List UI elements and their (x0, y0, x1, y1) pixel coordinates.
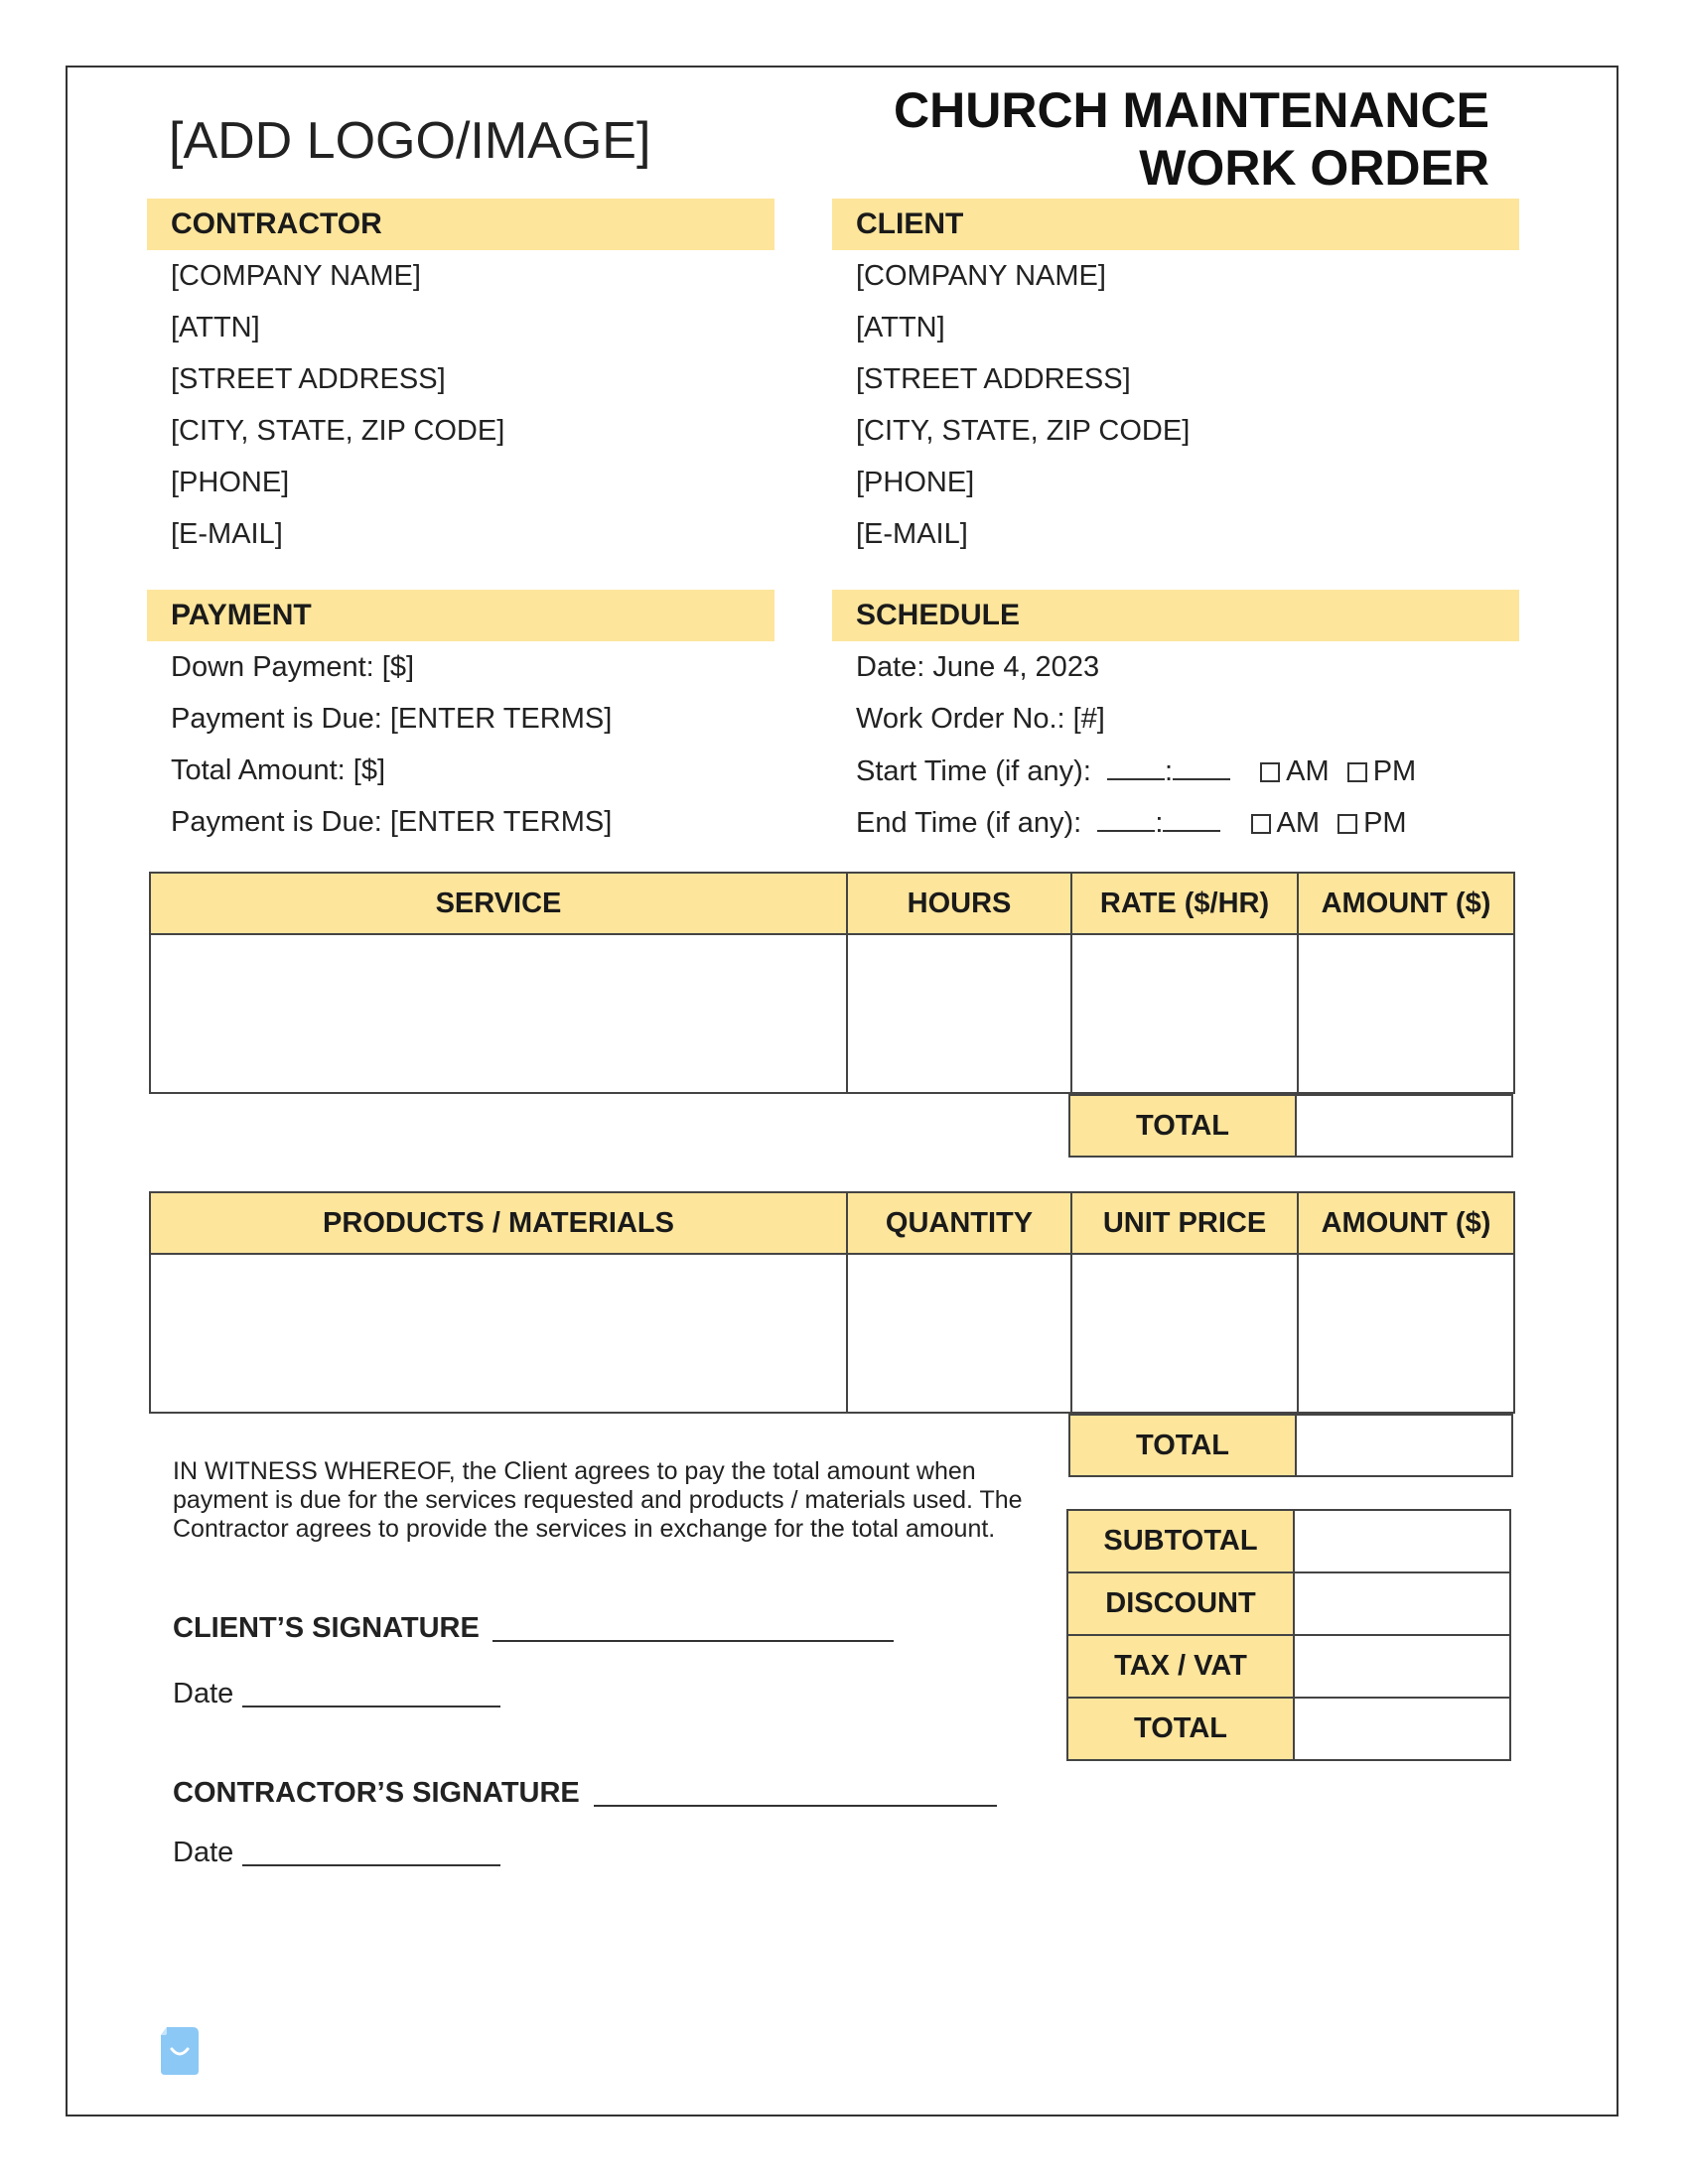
client-city[interactable]: [CITY, STATE, ZIP CODE] (856, 415, 1191, 447)
client-date-label: Date (173, 1678, 234, 1709)
services-table (149, 872, 1515, 1094)
client-phone[interactable]: [PHONE] (856, 467, 975, 498)
payment-total-amount[interactable]: Total Amount: [$] (171, 754, 386, 786)
summary-total-label: TOTAL (1067, 1698, 1294, 1760)
contractor-date-label: Date (173, 1837, 234, 1868)
contractor-city[interactable]: [CITY, STATE, ZIP CODE] (171, 415, 505, 447)
payment-down[interactable]: Down Payment: [$] (171, 651, 414, 683)
logo-placeholder[interactable]: [ADD LOGO/IMAGE] (169, 112, 651, 170)
services-cell-hours[interactable] (847, 934, 1071, 1093)
document-brand-icon (159, 2025, 201, 2077)
start-hour-field[interactable] (1107, 752, 1165, 780)
services-cell-rate[interactable] (1071, 934, 1298, 1093)
services-total-value[interactable] (1295, 1094, 1513, 1158)
materials-total-label: TOTAL (1068, 1414, 1297, 1477)
client-signature-line[interactable] (492, 1640, 894, 1642)
start-pm-checkbox[interactable] (1347, 762, 1367, 782)
payment-due-2[interactable]: Payment is Due: [ENTER TERMS] (171, 806, 613, 838)
start-minute-field[interactable] (1173, 752, 1230, 780)
contractor-email[interactable]: [E-MAIL] (171, 518, 283, 550)
document-title (834, 81, 1489, 197)
client-company[interactable]: [COMPANY NAME] (856, 260, 1106, 292)
client-signature-label: CLIENT’S SIGNATURE (173, 1612, 480, 1644)
client-attn[interactable]: [ATTN] (856, 312, 945, 343)
services-cell-service[interactable] (150, 934, 847, 1093)
contractor-street[interactable]: [STREET ADDRESS] (171, 363, 446, 395)
contractor-signature-label: CONTRACTOR’S SIGNATURE (173, 1777, 580, 1809)
witness-statement: IN WITNESS WHEREOF, the Client agrees to pay the total amount when payment is due for the services requested and products / materials used. The Contractor agrees to provide the services in exchange for the total amount. (173, 1457, 1023, 1543)
end-am-checkbox[interactable] (1251, 814, 1271, 834)
materials-header-amount: AMOUNT ($) (1298, 1192, 1514, 1254)
contractor-heading: CONTRACTOR (147, 199, 774, 250)
summary-tax-label: TAX / VAT (1067, 1635, 1294, 1698)
client-heading: CLIENT (832, 199, 1519, 250)
client-email[interactable]: [E-MAIL] (856, 518, 968, 550)
start-time-label: Start Time (if any): (856, 755, 1091, 787)
services-total-label: TOTAL (1068, 1094, 1297, 1158)
summary-discount-value[interactable] (1294, 1572, 1510, 1635)
start-time-row (856, 752, 1416, 789)
materials-header-quantity: QUANTITY (847, 1192, 1071, 1254)
end-minute-field[interactable] (1163, 804, 1220, 832)
client-street[interactable]: [STREET ADDRESS] (856, 363, 1131, 395)
summary-table (1066, 1509, 1511, 1761)
contractor-company[interactable]: [COMPANY NAME] (171, 260, 421, 292)
start-am-checkbox[interactable] (1260, 762, 1280, 782)
start-am-label: AM (1286, 755, 1330, 787)
contractor-signature-line[interactable] (594, 1805, 997, 1807)
end-pm-checkbox[interactable] (1337, 814, 1357, 834)
materials-header-product: PRODUCTS / MATERIALS (150, 1192, 847, 1254)
materials-cell-unit-price[interactable] (1071, 1254, 1298, 1413)
materials-total-value[interactable] (1295, 1414, 1513, 1477)
client-date-line[interactable] (242, 1706, 500, 1707)
schedule-date[interactable]: Date: June 4, 2023 (856, 651, 1100, 683)
services-header-amount: AMOUNT ($) (1298, 873, 1514, 934)
services-header-hours: HOURS (847, 873, 1071, 934)
end-time-row (856, 804, 1407, 841)
materials-cell-product[interactable] (150, 1254, 847, 1413)
end-time-label: End Time (if any): (856, 807, 1082, 839)
schedule-work-order-no[interactable]: Work Order No.: [#] (856, 703, 1105, 735)
end-time-colon: : (1155, 807, 1164, 839)
end-pm-label: PM (1363, 807, 1407, 839)
services-cell-amount[interactable] (1298, 934, 1514, 1093)
schedule-heading: SCHEDULE (832, 590, 1519, 641)
summary-subtotal-label: SUBTOTAL (1067, 1510, 1294, 1572)
services-header-rate: RATE ($/HR) (1071, 873, 1298, 934)
summary-subtotal-value[interactable] (1294, 1510, 1510, 1572)
payment-due-1[interactable]: Payment is Due: [ENTER TERMS] (171, 703, 613, 735)
summary-total-value[interactable] (1294, 1698, 1510, 1760)
start-time-colon: : (1164, 755, 1174, 787)
title-line-2: WORK ORDER (1139, 140, 1489, 196)
materials-table (149, 1191, 1515, 1414)
materials-cell-quantity[interactable] (847, 1254, 1071, 1413)
end-am-label: AM (1276, 807, 1320, 839)
contractor-date-line[interactable] (242, 1864, 500, 1866)
materials-header-unit-price: UNIT PRICE (1071, 1192, 1298, 1254)
contractor-attn[interactable]: [ATTN] (171, 312, 260, 343)
start-pm-label: PM (1372, 755, 1417, 787)
services-header-service: SERVICE (150, 873, 847, 934)
contractor-phone[interactable]: [PHONE] (171, 467, 290, 498)
title-line-1: CHURCH MAINTENANCE (894, 82, 1489, 138)
summary-discount-label: DISCOUNT (1067, 1572, 1294, 1635)
summary-tax-value[interactable] (1294, 1635, 1510, 1698)
end-hour-field[interactable] (1097, 804, 1155, 832)
materials-cell-amount[interactable] (1298, 1254, 1514, 1413)
payment-heading: PAYMENT (147, 590, 774, 641)
